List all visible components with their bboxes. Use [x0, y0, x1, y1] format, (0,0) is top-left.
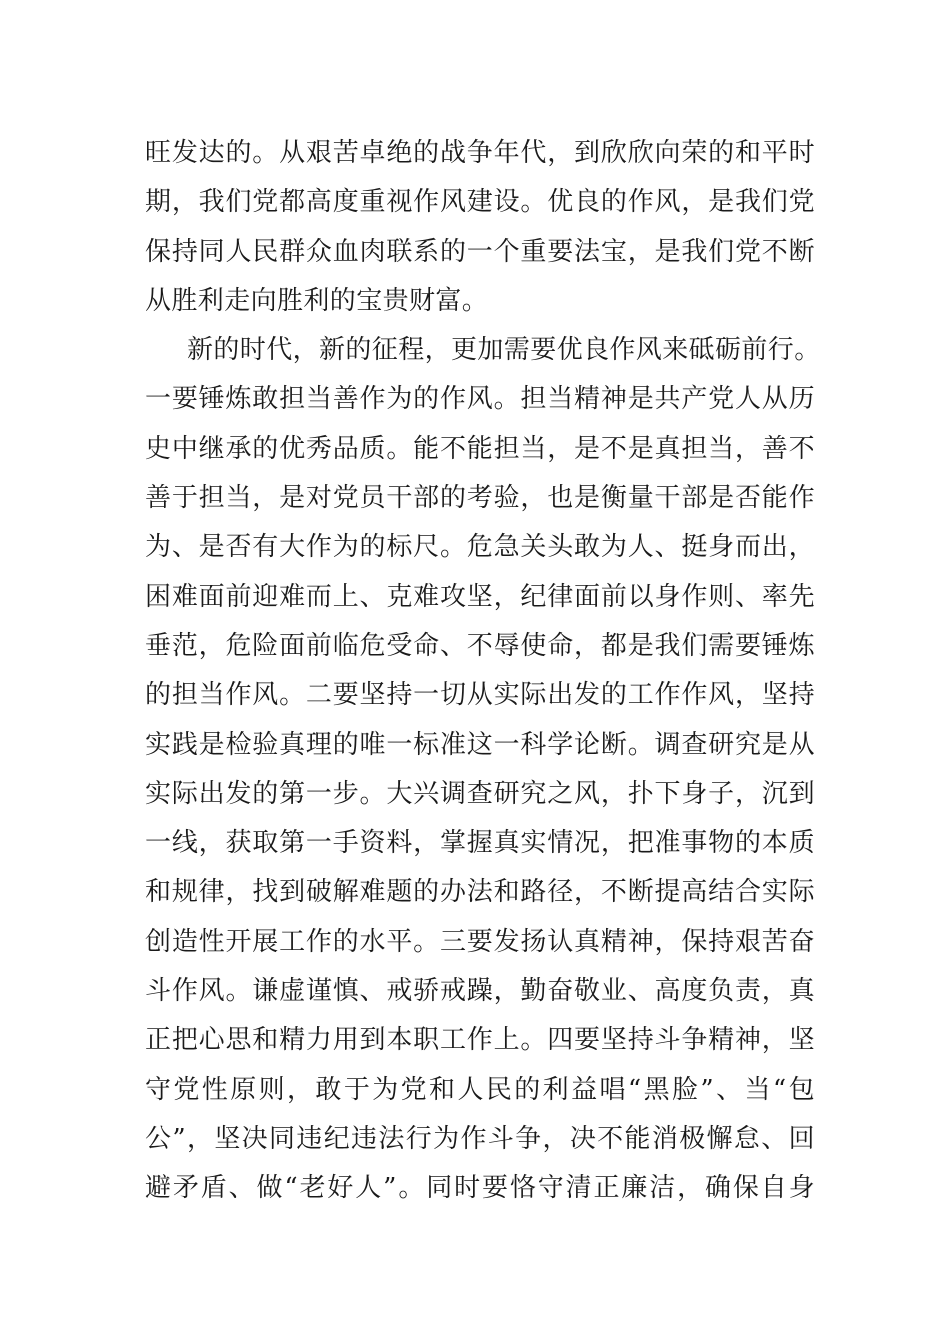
text-line: 创造性开展工作的水平。三要发扬认真精神，保持艰苦奋 [145, 926, 815, 957]
text-line: 善于担当，是对党员干部的考验，也是衡量干部是否能作 [145, 483, 815, 514]
text-line: 一要锤炼敢担当善作为的作风。担当精神是共产党人从历 [145, 384, 815, 415]
text-line: 实践是检验真理的唯一标准这一科学论断。调查研究是从 [145, 729, 815, 760]
text-line: 和规律，找到破解难题的办法和路径，不断提高结合实际 [145, 877, 815, 908]
text-line: 斗作风。谦虚谨慎、戒骄戒躁，勤奋敬业、高度负责，真 [145, 976, 815, 1007]
body-text [145, 129, 821, 1214]
text-line: 守党性原则，敢于为党和人民的利益唱“黑脸”、当“包 [145, 1074, 815, 1105]
text-line: 新的时代，新的征程，更加需要优良作风来砥砺前行。 [187, 335, 821, 366]
text-line: 实际出发的第一步。大兴调查研究之风，扑下身子，沉到 [145, 778, 815, 809]
text-line: 的担当作风。二要坚持一切从实际出发的工作作风，坚持 [145, 680, 815, 711]
text-line: 为、是否有大作为的标尺。危急关头敢为人、挺身而出， [145, 532, 815, 563]
text-line: 垂范，危险面前临危受命、不辱使命，都是我们需要锤炼 [145, 630, 815, 661]
text-line: 保持同人民群众血肉联系的一个重要法宝，是我们党不断 [145, 236, 815, 267]
text-line: 史中继承的优秀品质。能不能担当，是不是真担当，善不 [145, 433, 815, 464]
text-line: 避矛盾、做“老好人”。同时要恪守清正廉洁，确保自身 [145, 1173, 815, 1204]
text-line: 一线，获取第一手资料，掌握真实情况，把准事物的本质 [145, 828, 815, 859]
text-line: 旺发达的。从艰苦卓绝的战争年代，到欣欣向荣的和平时 [145, 138, 815, 168]
text-line: 公”，坚决同违纪违法行为作斗争，决不能消极懈怠、回 [145, 1123, 815, 1154]
text-line: 正把心思和精力用到本职工作上。四要坚持斗争精神，坚 [145, 1025, 815, 1056]
text-line: 期，我们党都高度重视作风建设。优良的作风，是我们党 [145, 187, 815, 218]
text-line: 困难面前迎难而上、克难攻坚，纪律面前以身作则、率先 [145, 581, 815, 612]
text-line: 从胜利走向胜利的宝贵财富。 [145, 285, 489, 316]
